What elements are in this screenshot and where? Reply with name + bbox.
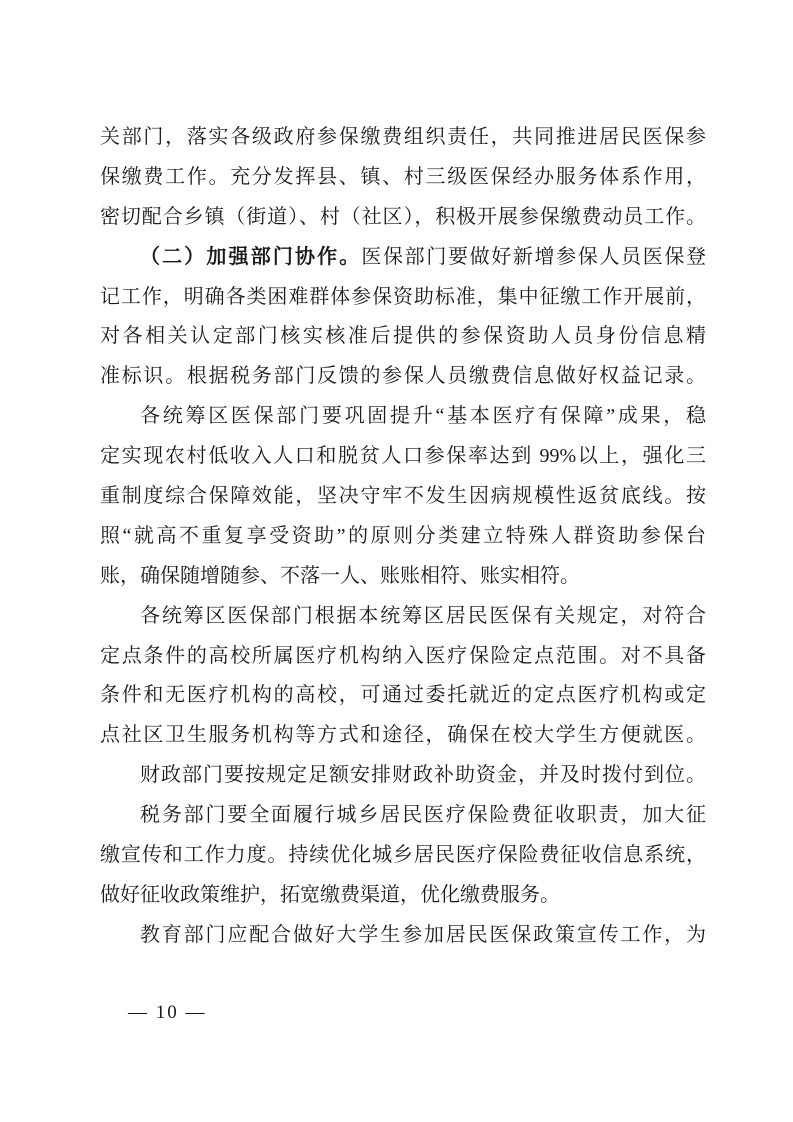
text-line: 定点条件的高校所属医疗机构纳入医疗保险定点范围。对不具备 <box>100 644 706 667</box>
text-line: 账，确保随增随参、不落一人、账账相符、账实相符。 <box>100 564 580 587</box>
text-line: （二）加强部门协作。医保部门要做好新增参保人员医保登 <box>140 245 706 268</box>
document-body <box>100 118 706 956</box>
text-line: 重制度综合保障效能，坚决守牢不发生因病规模性返贫底线。按 <box>100 485 706 508</box>
text-line: 关部门，落实各级政府参保缴费组织责任，共同推进居民医保参 <box>100 126 706 148</box>
text-line: 照“就高不重复享受资助”的原则分类建立特殊人群资助参保台 <box>100 524 706 547</box>
text-line: 保缴费工作。充分发挥县、镇、村三级医保经办服务体系作用， <box>100 165 706 188</box>
text-line: 定实现农村低收入人口和脱贫人口参保率达到 99%以上，强化三 <box>100 445 706 468</box>
text-line: 财政部门要按规定足额安排财政补助资金，并及时拨付到位。 <box>140 764 706 787</box>
text-line: 做好征收政策维护，拓宽缴费渠道，优化缴费服务。 <box>100 883 560 906</box>
text-line: 准标识。根据税务部门反馈的参保人员缴费信息做好权益记录。 <box>100 365 706 388</box>
page-number: — 10 — <box>128 1002 207 1023</box>
text-line: 税务部门要全面履行城乡居民医疗保险费征收职责，加大征 <box>140 804 706 827</box>
section-heading: （二）加强部门协作。 <box>140 245 362 268</box>
text-line: 密切配合乡镇（街道）、村（社区），积极开展参保缴费动员工作。 <box>100 205 706 228</box>
text-line: 点社区卫生服务机构等方式和途径，确保在校大学生方便就医。 <box>100 724 706 747</box>
text-line: 教育部门应配合做好大学生参加居民医保政策宣传工作，为 <box>140 923 706 946</box>
text-line: 各统筹区医保部门根据本统筹区居民医保有关规定，对符合 <box>140 604 706 627</box>
text-line: 缴宣传和工作力度。持续优化城乡居民医疗保险费征收信息系统， <box>100 844 706 867</box>
text-line: 各统筹区医保部门要巩固提升“基本医疗有保障”成果，稳 <box>140 405 706 428</box>
text-line: 对各相关认定部门核实核准后提供的参保资助人员身份信息精 <box>100 325 706 348</box>
text-line: 记工作，明确各类困难群体参保资助标准，集中征缴工作开展前， <box>100 285 706 308</box>
text-line: 条件和无医疗机构的高校，可通过委托就近的定点医疗机构或定 <box>100 684 706 707</box>
